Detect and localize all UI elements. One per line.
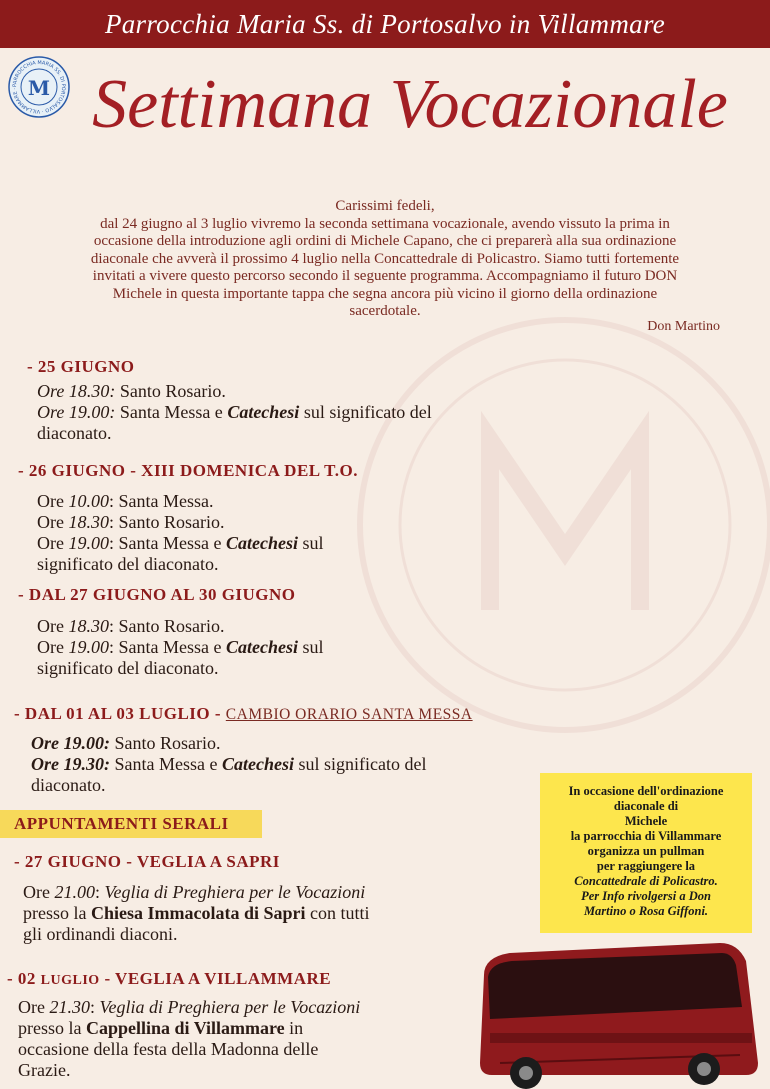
- section-body-27-30-giugno: Ore 18.30: Santo Rosario. Ore 19.00: Santa Messa e Catechesi sul significato del diaconato.: [37, 616, 324, 678]
- letter-line: sacerdotale.: [349, 303, 421, 319]
- notice-line: Per Info rivolgersi a Don: [581, 889, 711, 903]
- section-body-25-giugno: Ore 18.30: Santo Rosario. Ore 19.00: Santa Messa e Catechesi sul significato del diaconato.: [37, 381, 432, 443]
- letter-line: diaconale che avverà il prossimo 4 luglio nella Concattedrale di Policastro. Siamo tutti fortemente: [90, 250, 680, 267]
- section-heading-veglia-sapri: - 27 GIUGNO - VEGLIA A SAPRI: [14, 852, 280, 871]
- notice-line: Michele: [624, 814, 668, 828]
- notice-line: In occasione dell'ordinazione: [568, 784, 724, 798]
- section-heading-26-giugno: - 26 GIUGNO - XIII DOMENICA DEL T.O.: [18, 461, 358, 480]
- section-heading-25-giugno: - 25 GIUGNO: [27, 357, 135, 376]
- letter-line: Carissimi fedeli,: [335, 198, 435, 214]
- orario-change-link[interactable]: CAMBIO ORARIO SANTA MESSA: [225, 706, 473, 723]
- bus-illustration: [470, 935, 766, 1089]
- seal-ring-text: PARROCCHIA MARIA SS. DI PORTOSALVO · VILLAMMARE ·: [11, 59, 67, 115]
- notice-line: la parrocchia di Villammare: [570, 829, 722, 843]
- notice-line: diaconale di: [613, 799, 679, 813]
- letter-signature: Don Martino: [647, 319, 720, 334]
- seal-monogram: M: [27, 76, 51, 100]
- letter-line: occasione della introduzione agli ordini di Michele Capano, che ci preparerà alla sua ordinazione: [93, 233, 677, 249]
- top-banner: [0, 0, 770, 48]
- notice-line: organizza un pullman: [587, 844, 705, 858]
- section-heading-27-30-giugno: - DAL 27 GIUGNO AL 30 GIUGNO: [18, 585, 296, 604]
- notice-line: per raggiungere la: [596, 859, 696, 873]
- page-title: Settimana Vocazionale: [92, 66, 728, 143]
- parish-name: Parrocchia Maria Ss. di Portosalvo in Villammare: [104, 8, 666, 39]
- appuntamenti-serali-label: APPUNTAMENTI SERALI: [0, 810, 262, 838]
- section-body-veglia-sapri: Ore 21.00: Veglia di Preghiera per le Vocazioni presso la Chiesa Immacolata di Sapri con tutti gli ordinandi diaconi.: [23, 882, 370, 944]
- section-body-01-03-luglio: Ore 19.00: Santo Rosario. Ore 19.30: Santa Messa e Catechesi sul significato del diaconato.: [31, 733, 427, 795]
- notice-line: Martino o Rosa Giffoni.: [583, 904, 709, 918]
- letter-line: invitati a vivere questo percorso secondo il seguente programma. Accompagniamo il futuro DON: [92, 268, 678, 284]
- section-heading-01-03-luglio: - DAL 01 AL 03 LUGLIO - CAMBIO ORARIO SANTA MESSA: [14, 704, 473, 723]
- section-body-veglia-villammare: Ore 21.30: Veglia di Preghiera per le Vocazioni presso la Cappellina di Villammare in occasione della festa della Madonna delle Grazie.: [18, 997, 361, 1080]
- letter-line: Michele in questa importante tappa che segna ancora più vicino il giorno della ordinazione: [112, 285, 658, 302]
- letter-line: dal 24 giugno al 3 luglio vivremo la seconda settimana vocazionale, avendo vissuto la prima in: [100, 215, 670, 232]
- notice-line: Concattedrale di Policastro.: [574, 874, 718, 888]
- letter-text: [40, 198, 730, 321]
- section-body-26-giugno: Ore 10.00: Santa Messa. Ore 18.30: Santo Rosario. Ore 19.00: Santa Messa e Catechesi sul significato del diaconato.: [37, 491, 324, 574]
- pullman-notice: [540, 773, 752, 933]
- section-heading-veglia-villammare: - 02 LUGLIO - VEGLIA A VILLAMMARE: [7, 969, 332, 988]
